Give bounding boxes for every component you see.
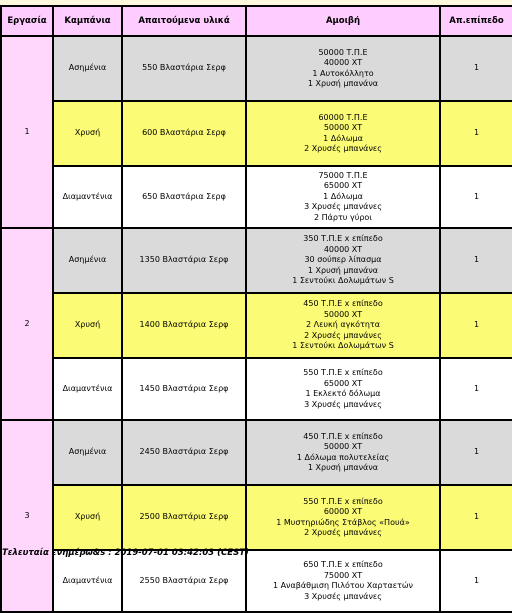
reward-line: 1 Σεντούκι Δολωμάτων S (292, 276, 394, 286)
level-cell: 1 (440, 228, 512, 293)
materials-cell: 650 Βλαστάρια Σερφ (122, 166, 246, 228)
reward-line: 50000 ΧΤ (323, 309, 363, 319)
table-row (1, 228, 512, 293)
reward-cell (246, 420, 440, 485)
reward-line: 50000 Τ.Π.Ε (318, 47, 368, 57)
campaign-cell: Ασημένια (53, 36, 122, 101)
reward-line: 1 Χρυσή μπανάνα (307, 463, 379, 472)
level-cell: 1 (440, 485, 512, 550)
reward-line: 60000 Τ.Π.Ε (318, 112, 368, 122)
header-level: Απ.επίπεδο (440, 6, 512, 36)
reward-line: 65000 ΧΤ (323, 378, 363, 388)
campaign-cell: Ασημένια (53, 228, 122, 293)
campaign-cell: Χρυσή (53, 485, 122, 550)
campaign-cell: Διαμαντένια (53, 550, 122, 612)
materials-cell: 2500 Βλαστάρια Σερφ (122, 485, 246, 550)
level-cell: 1 (440, 358, 512, 420)
campaign-cell: Διαμαντένια (53, 358, 122, 420)
table-row (1, 36, 512, 101)
reward-line: 50000 ΧΤ (323, 123, 363, 132)
level-cell: 1 (440, 293, 512, 358)
header-task: Εργασία (1, 6, 53, 36)
materials-cell: 600 Βλαστάρια Σερφ (122, 101, 246, 166)
table-row (1, 550, 512, 612)
campaign-cell: Χρυσή (53, 101, 122, 166)
header-campaign: Καμπάνια (53, 6, 122, 36)
reward-line: 2 Πάρτυ γύροι (313, 212, 373, 222)
quest-table-body (1, 36, 512, 612)
level-cell: 1 (440, 420, 512, 485)
last-updated-footer: Τελευταία ενημέρω&s : 2019-07-01 03:42:03 (CEST) (2, 548, 249, 558)
header-materials: Απαιτούμενα υλικά (122, 6, 246, 36)
quest-number: 2 (1, 228, 53, 420)
reward-line: 1 Δόλωμα (323, 191, 363, 201)
reward-line: 3 Χρυσές μπανάνες (304, 202, 382, 212)
reward-cell (246, 166, 440, 228)
campaign-cell: Ασημένια (53, 420, 122, 485)
table-row (1, 166, 512, 228)
level-cell: 1 (440, 101, 512, 166)
table-row (1, 358, 512, 420)
campaign-cell: Διαμαντένια (53, 166, 122, 228)
table-row (1, 293, 512, 358)
reward-line: 1 Αναβάθμιση Πιλότου Χαρταετών (272, 581, 414, 590)
level-cell: 1 (440, 36, 512, 101)
header-reward: Αμοιβή (246, 6, 440, 36)
reward-line: 450 Τ.Π.Ε x επίπεδο (303, 431, 383, 441)
materials-cell: 2550 Βλαστάρια Σερφ (122, 550, 246, 612)
reward-cell (246, 485, 440, 550)
materials-cell: 2450 Βλαστάρια Σερφ (122, 420, 246, 485)
reward-line: 75000 ΧΤ (323, 570, 363, 580)
reward-cell (246, 293, 440, 358)
reward-line: 2 Χρυσές μπανάνες (304, 144, 382, 153)
reward-line: 60000 ΧΤ (323, 507, 363, 516)
reward-line: 2 Χρυσές μπανάνες (304, 528, 382, 537)
reward-line: 40000 ΧΤ (323, 244, 363, 254)
reward-line: 1 Χρυσή μπανάνα (307, 265, 379, 275)
materials-cell: 550 Βλαστάρια Σερφ (122, 36, 246, 101)
reward-cell (246, 358, 440, 420)
reward-line: 2 Χρυσές μπανάνες (304, 330, 382, 340)
reward-line: 50000 ΧΤ (323, 442, 363, 451)
reward-line: 30 σούπερ λίπασμα (304, 255, 382, 265)
reward-cell (246, 550, 440, 612)
campaign-cell: Χρυσή (53, 293, 122, 358)
reward-line: 1 Εκλεκτό δόλωμα (305, 389, 381, 398)
quest-table (0, 5, 512, 613)
reward-cell (246, 36, 440, 101)
materials-cell: 1450 Βλαστάρια Σερφ (122, 358, 246, 420)
level-cell: 1 (440, 166, 512, 228)
reward-line: 650 Τ.Π.Ε x επίπεδο (303, 560, 383, 569)
reward-line: 550 Τ.Π.Ε x επίπεδο (303, 496, 383, 506)
reward-line: 2 Λευκή αγκότητα (306, 320, 380, 330)
reward-line: 3 Χρυσές μπανάνες (304, 591, 382, 601)
materials-cell: 1350 Βλαστάρια Σερφ (122, 228, 246, 293)
reward-line: 350 Τ.Π.Ε x επίπεδο (303, 234, 383, 244)
reward-cell (246, 101, 440, 166)
level-cell: 1 (440, 550, 512, 612)
reward-line: 1 Μυστηριώδης Στάβλος «Πουά» (276, 517, 410, 527)
reward-line: 1 Σεντούκι Δολωμάτων S (292, 341, 394, 351)
reward-line: 1 Αυτοκόλλητο (312, 68, 374, 78)
reward-line: 550 Τ.Π.Ε x επίπεδο (303, 368, 383, 377)
reward-line: 65000 ΧΤ (323, 181, 363, 191)
reward-line: 3 Χρυσές μπανάνες (304, 399, 382, 409)
reward-line: 75000 Τ.Π.Ε (318, 170, 368, 180)
quest-number: 3 (1, 420, 53, 612)
materials-cell: 1400 Βλαστάρια Σερφ (122, 293, 246, 358)
reward-line: 1 Δόλωμα (323, 133, 363, 143)
table-row (1, 485, 512, 550)
reward-line: 1 Χρυσή μπανάνα (307, 79, 379, 88)
table-row (1, 420, 512, 485)
table-row (1, 101, 512, 166)
quest-number: 1 (1, 36, 53, 228)
reward-line: 40000 ΧΤ (323, 58, 363, 67)
reward-cell (246, 228, 440, 293)
header-row (1, 6, 512, 36)
reward-line: 450 Τ.Π.Ε x επίπεδο (303, 299, 383, 309)
reward-line: 1 Δόλωμα πολυτελείας (296, 452, 390, 462)
